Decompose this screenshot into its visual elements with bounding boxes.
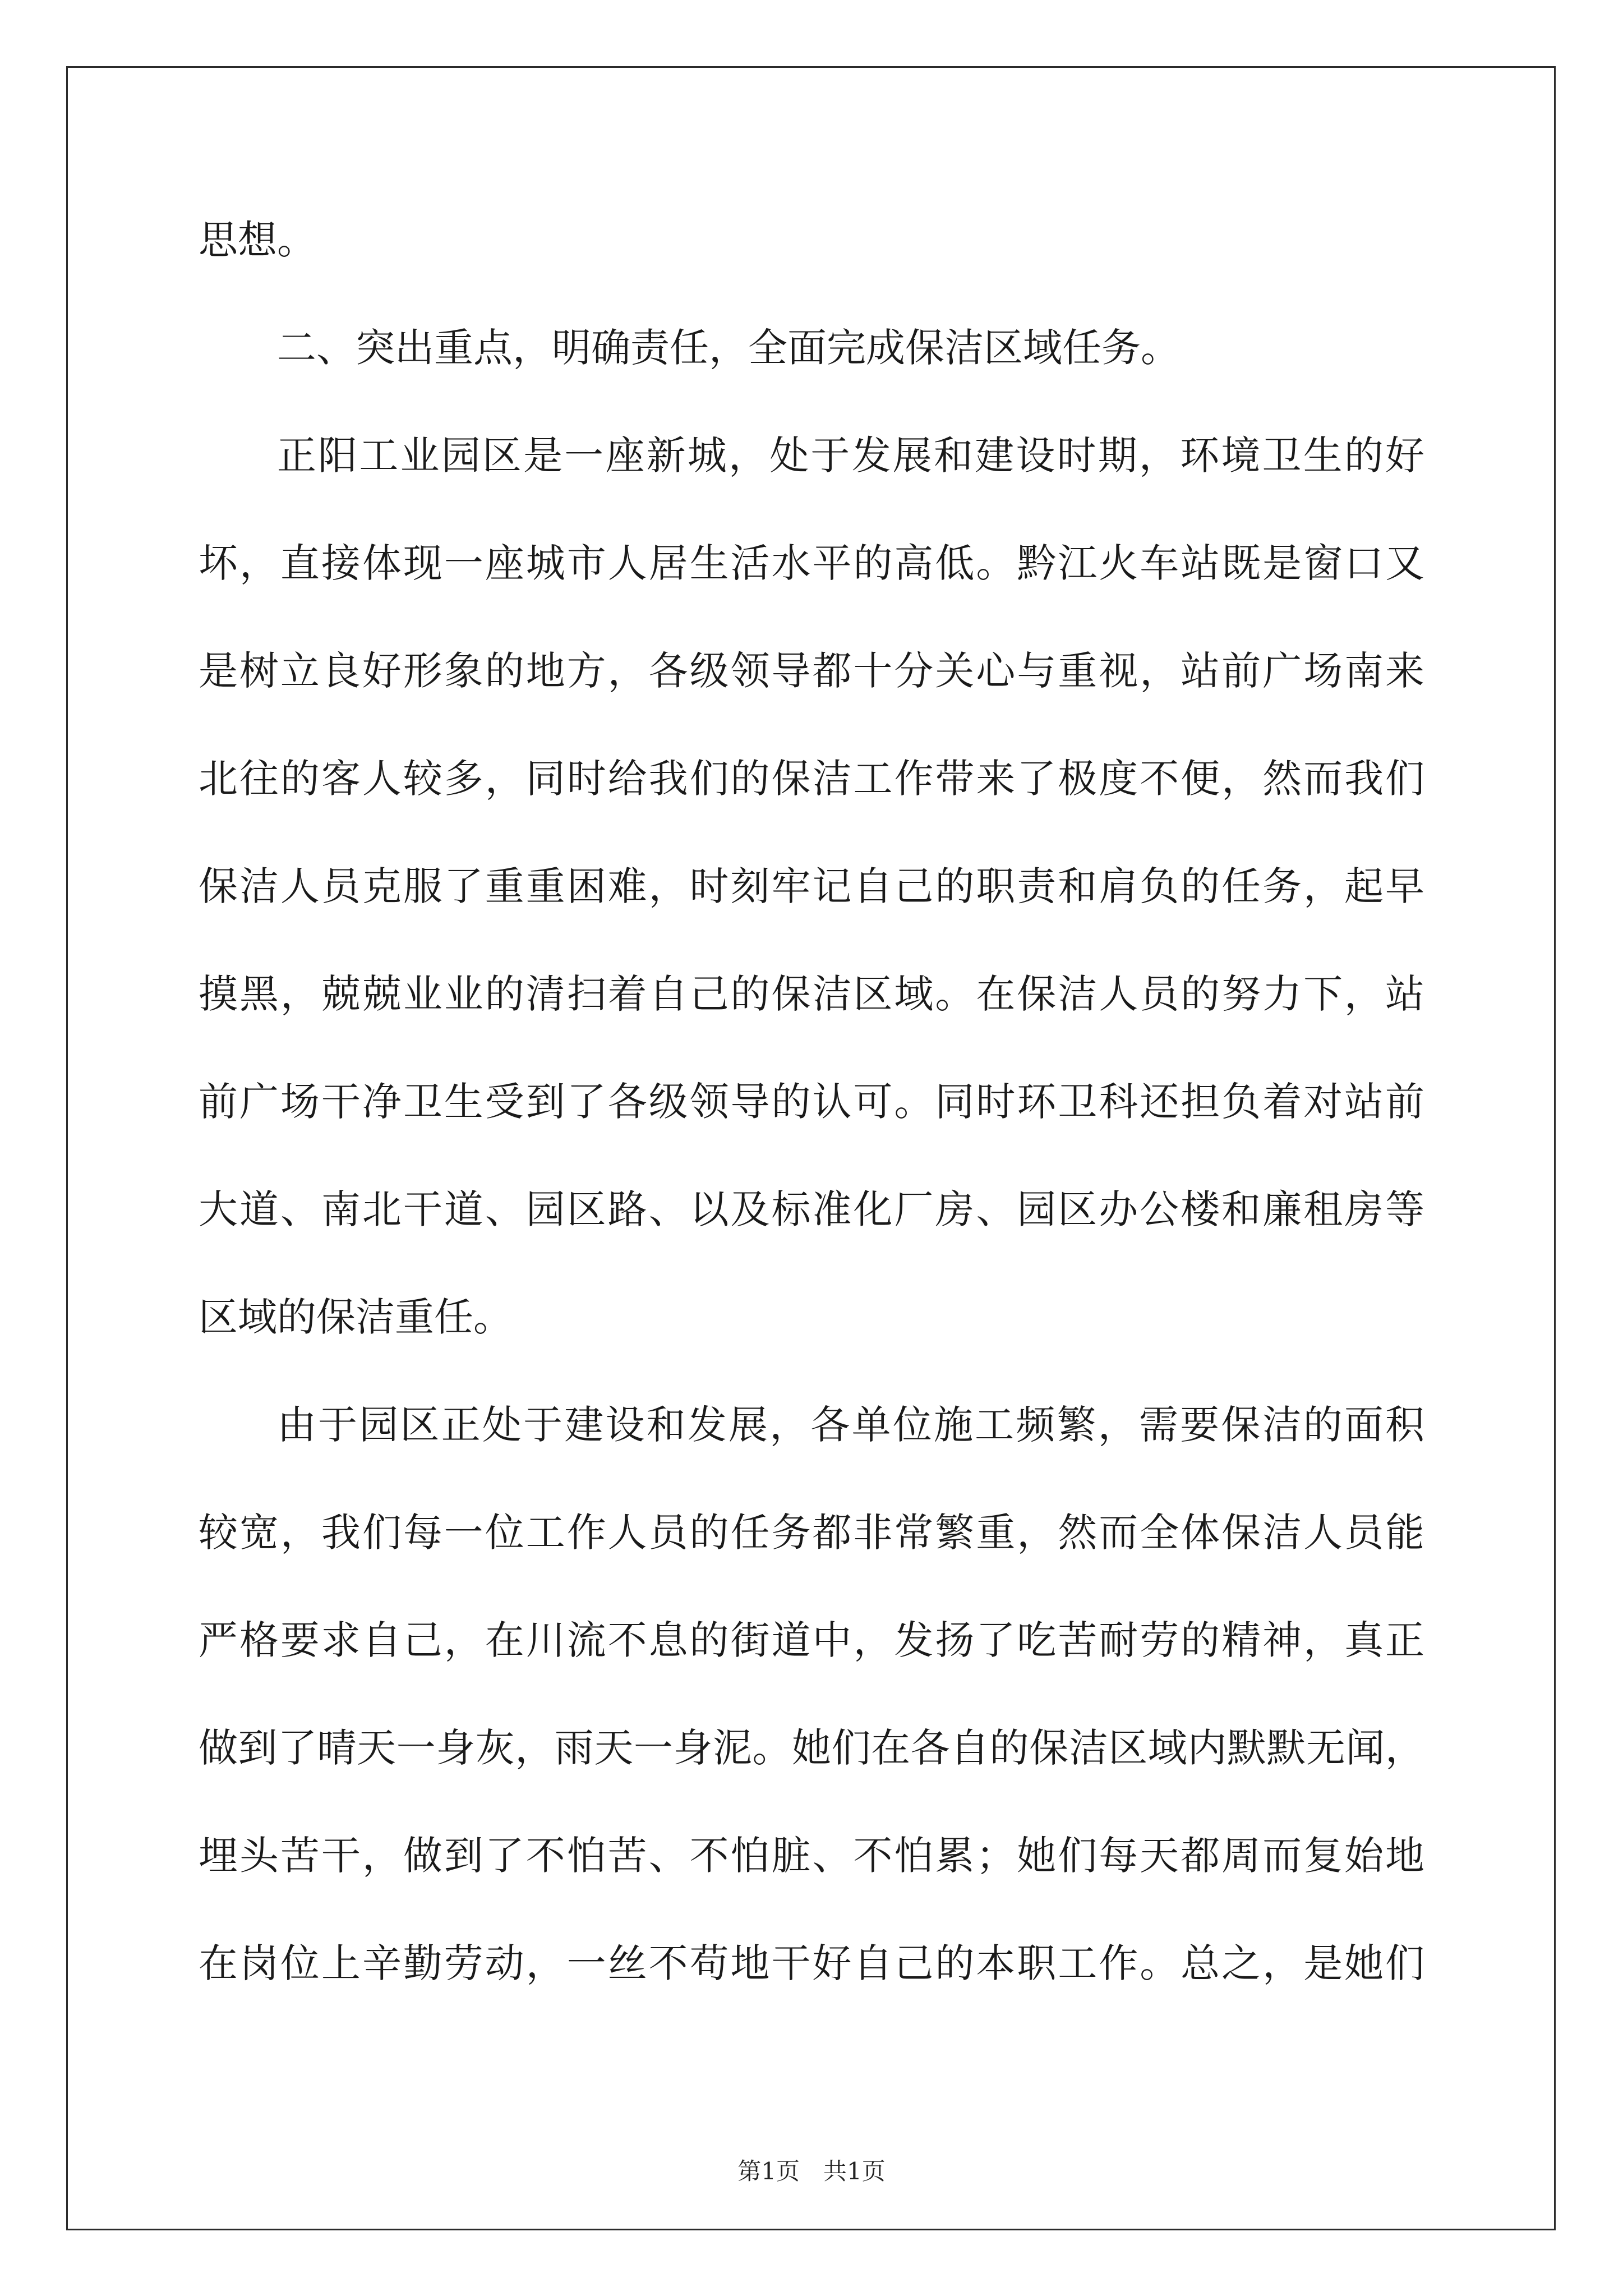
text-line: 保洁人员克服了重重困难，时刻牢记自己的职责和肩负的任务，起早 (199, 863, 1424, 909)
text-line: 由于园区正处于建设和发展，各单位施工频繁，需要保洁的面积 (277, 1402, 1424, 1448)
text-line: 大道、南北干道、园区路、以及标准化厂房、园区办公楼和廉租房等 (199, 1186, 1424, 1232)
text-line: 坏，直接体现一座城市人居生活水平的高低。黔江火车站既是窗口又 (199, 540, 1424, 586)
text-line: 正阳工业园区是一座新城，处于发展和建设时期，环境卫生的好 (277, 432, 1424, 478)
text-line: 较宽，我们每一位工作人员的任务都非常繁重，然而全体保洁人员能 (199, 1510, 1424, 1556)
text-line: 是树立良好形象的地方，各级领导都十分关心与重视，站前广场南来 (199, 648, 1424, 694)
text-line: 在岗位上辛勤劳动，一丝不苟地干好自己的本职工作。总之，是她们 (199, 1940, 1424, 1986)
text-line: 严格要求自己，在川流不息的街道中，发扬了吃苦耐劳的精神，真正 (199, 1617, 1424, 1663)
text-line: 摸黑，兢兢业业的清扫着自己的保洁区域。在保洁人员的努力下，站 (199, 971, 1424, 1017)
text-line: 埋头苦干，做到了不怕苦、不怕脏、不怕累；她们每天都周而复始地 (199, 1833, 1424, 1879)
page-footer: 第1页 共1页 (737, 2157, 886, 2185)
section-heading: 二、突出重点，明确责任，全面完成保洁区域任务。 (277, 325, 1180, 371)
text-line: 前广场干净卫生受到了各级领导的认可。同时环卫科还担负着对站前 (199, 1079, 1424, 1125)
text-line: 区域的保洁重任。 (199, 1294, 513, 1340)
text-line: 做到了晴天一身灰，雨天一身泥。她们在各自的保洁区域内默默无闻， (199, 1725, 1424, 1771)
document-body (199, 211, 1424, 2042)
text-line: 北往的客人较多，同时给我们的保洁工作带来了极度不便，然而我们 (199, 756, 1424, 802)
text-line: 思想。 (199, 217, 316, 263)
